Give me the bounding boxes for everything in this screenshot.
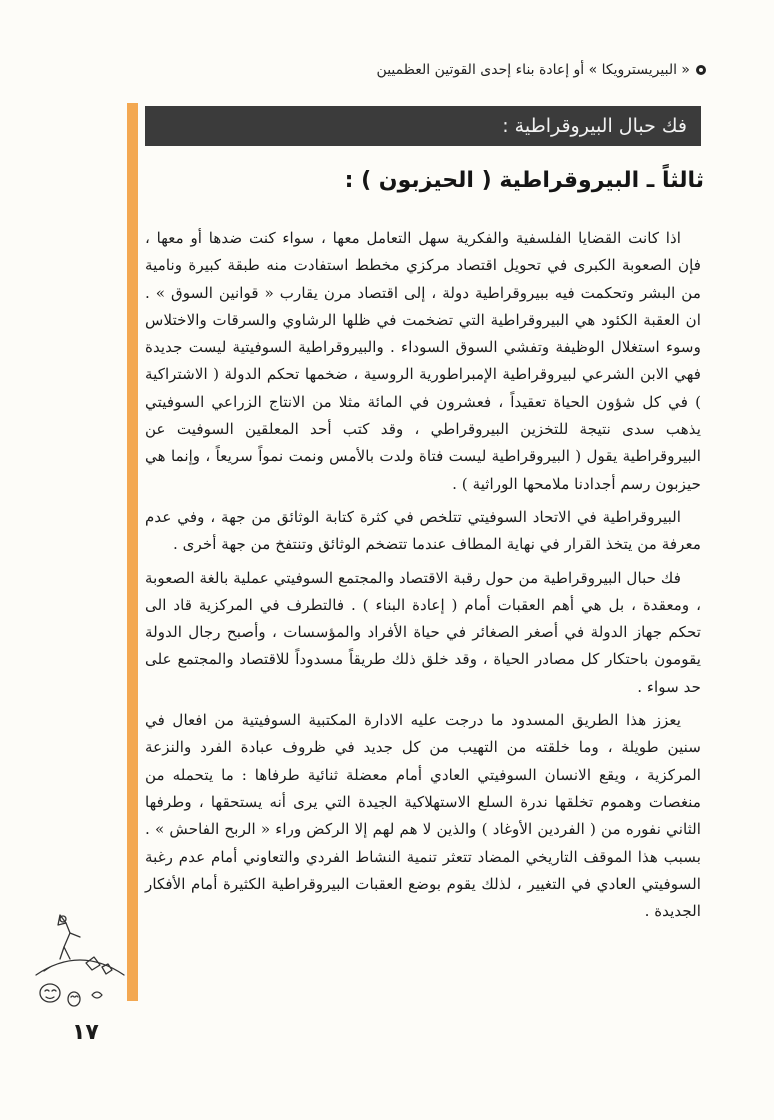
section-banner bbox=[145, 106, 701, 146]
body-text bbox=[145, 225, 701, 931]
doodle-illustration bbox=[30, 905, 130, 1015]
paragraph-2: البيروقراطية في الاتحاد السوفيتي تتلخص في كثرة كتابة الوثائق من جهة ، وفي عدم معرفة من يتخذ القرار في نهاية المطاف عندما تتضخم الوثائق وتنتفخ من جهة أخرى . bbox=[145, 507, 701, 554]
paragraph-1: اذا كانت القضايا الفلسفية والفكرية سهل التعامل معها ، سواء كنت ضدها أو معها ، فإن الصعوبة الكبرى في تحويل اقتصاد مركزي مخطط استفادت منه طبقة كبيرة ونامية من البشر وتحكمت فيه ببيروقراطية دولة ، إلى اقتصاد مرن يقارب « قوانين السوق » . ان العقبة الكئود هي البيروقراطية التي تضخمت في ظلها الرشاوي والسرقات والاختلاس وسوء استغلال الوظيفة وتفشي السوق السوداء . والبيروقراطية السوفيتية ليست جديدة فهي الابن الشرعي لبيروقراطية الإمبراطورية الروسية ، ضخمها تحكم الدولة ( الاشتراكية ) في كل شؤون الحياة تعقيداً ، فعشرون في المائة مثلا من الانتاج الزراعي السوفيتي يذهب سدى نتيجة للتخزين البيروقراطي ، وقد كتب أحد المعلقين السوفيت عن البيروقراطية يقول ( البيروقراطية ليست فتاة ولدت بالأمس ونمت نمواً سريعاً ، وإنما هي حيزبون رسم أجدادنا ملامحها الوراثية ) . bbox=[145, 229, 701, 493]
section-banner-text: فك حبال البيروقراطية : bbox=[502, 115, 687, 137]
subsection-title: ثالثاً ـ البيروقراطية ( الحيزبون ) : bbox=[344, 168, 704, 193]
paragraph-3: فك حبال البيروقراطية من حول رقبة الاقتصاد والمجتمع السوفيتي عملية بالغة الصعوبة ، ومعقدة ، بل هي أهم العقبات أمام ( إعادة البناء ) . فالتطرف في المركزية قاد الى تحكم جهاز الدولة في أصغر الصغائر في حياة الأفراد والمؤسسات ، وأصبح رجال الدولة يقومون باحتكار كل مصادر الحياة ، وقد خلق ذلك طريقاً مسدوداً للاقتصاد والمجتمع على حد سواء . bbox=[145, 568, 701, 696]
orange-side-bar bbox=[127, 103, 138, 1001]
running-header-text: « البيريسترويكا » أو إعادة بناء إحدى القوتين العظميين bbox=[376, 62, 690, 78]
running-header bbox=[66, 62, 706, 78]
page-number: ١٧ bbox=[72, 1020, 99, 1045]
paragraph-4: يعزز هذا الطريق المسدود ما درجت عليه الادارة المكتبية السوفيتية من افعال في سنين طويلة ، وما خلقته من التهيب من كل جديد في ظروف عبادة الفرد والنزعة المركزية ، ويقع الانسان السوفيتي العادي أمام معضلة ثنائية طرفاها : ما يتحمله من منغصات وهموم تخلقها ندرة السلع الاستهلاكية الجيدة التي يرى أنه يستحقها ، وطرفها الثاني نفوره من ( الفردين الأوغاد ) والذين لا هم لهم إلا الركض وراء « الربح الفاحش » . بسبب هذا الموقف التاريخي المضاد تتعثر تنمية النشاط الفردي والتعاوني أمام عدم رغبة السوفيتي العادي في التغيير ، لذلك يقوم بوضع العقبات البيروقراطية الكثيرة أمام الأفكار الجديدة . bbox=[145, 711, 701, 921]
bullet-icon bbox=[696, 65, 706, 75]
